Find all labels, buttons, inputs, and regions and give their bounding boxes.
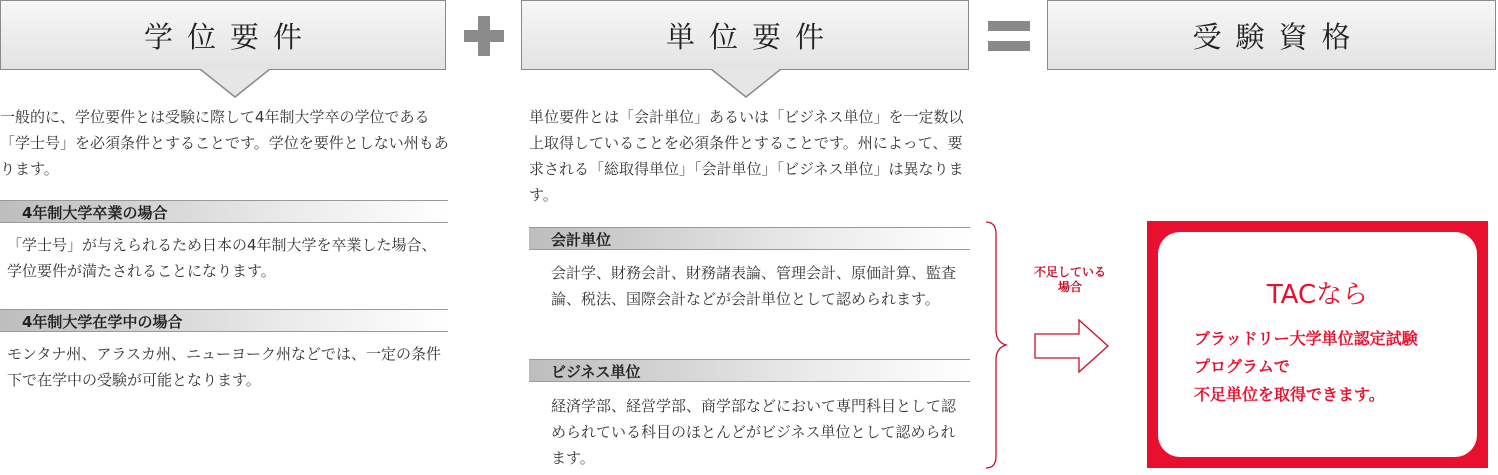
accounting-credit-heading: 会計単位 xyxy=(529,227,970,250)
shortage-label-line1: 不足している xyxy=(1033,265,1106,279)
graduate-section-heading: 4年制大学卒業の場合 xyxy=(0,200,448,223)
accounting-credit-body: 会計学、財務会計、財務諸表論、管理会計、原価計算、監査論、税法、国際会計などが会計単位として認められます。 xyxy=(551,264,957,308)
shortage-label-line2: 場合 xyxy=(1057,280,1082,294)
shortage-label xyxy=(1012,265,1128,295)
enrolled-section-heading: 4年制大学在学中の場合 xyxy=(0,309,448,332)
graduate-section-body: 「学士号」が与えられるため日本の4年制大学を卒業した場合、学位要件が満たされることになります。 xyxy=(7,236,437,280)
right-brace-icon xyxy=(984,220,1010,470)
tac-promo-inner xyxy=(1158,232,1477,457)
degree-requirement-title: 学位要件 xyxy=(143,19,316,54)
credit-description: 単位要件とは「会計単位」あるいは「ビジネス単位」を一定数以上取得していることを必須条件とすることです。州によって、要求される「総取得単位」「会計単位」「ビジネス単位」は異なります。 xyxy=(529,108,964,204)
degree-requirement-header xyxy=(0,0,446,70)
degree-description: 一般的に、学位要件とは受験に際して4年制大学卒の学位である「学士号」を必須条件とすることです。学位を要件としない州もあります。 xyxy=(0,108,449,178)
business-credit-heading: ビジネス単位 xyxy=(529,359,970,382)
exam-qualification-header xyxy=(1047,0,1496,70)
business-credit-body: 経済学部、経営学部、商学部などにおいて専門科目として認められている科目のほとんどがビジネス単位として認められます。 xyxy=(551,397,957,467)
tac-title: TACなら xyxy=(1266,280,1369,310)
credit-requirement-title: 単位要件 xyxy=(665,19,838,54)
tac-line-3: 不足単位を取得できます。 xyxy=(1194,385,1385,404)
credit-requirement-header xyxy=(521,0,969,70)
credit-header-pointer xyxy=(711,69,781,99)
enrolled-section-body: モンタナ州、アラスカ州、ニューヨーク州などでは、一定の条件下で在学中の受験が可能となります。 xyxy=(7,345,441,389)
right-arrow-icon xyxy=(1033,318,1111,374)
plus-icon xyxy=(462,14,506,58)
tac-line-1: ブラッドリー大学単位認定試験 xyxy=(1194,329,1418,348)
tac-line-2: プログラムで xyxy=(1194,357,1290,376)
tac-promo-box xyxy=(1147,221,1488,468)
equals-icon xyxy=(986,19,1032,53)
exam-qualification-title: 受験資格 xyxy=(1192,19,1365,54)
degree-header-pointer xyxy=(200,69,270,99)
